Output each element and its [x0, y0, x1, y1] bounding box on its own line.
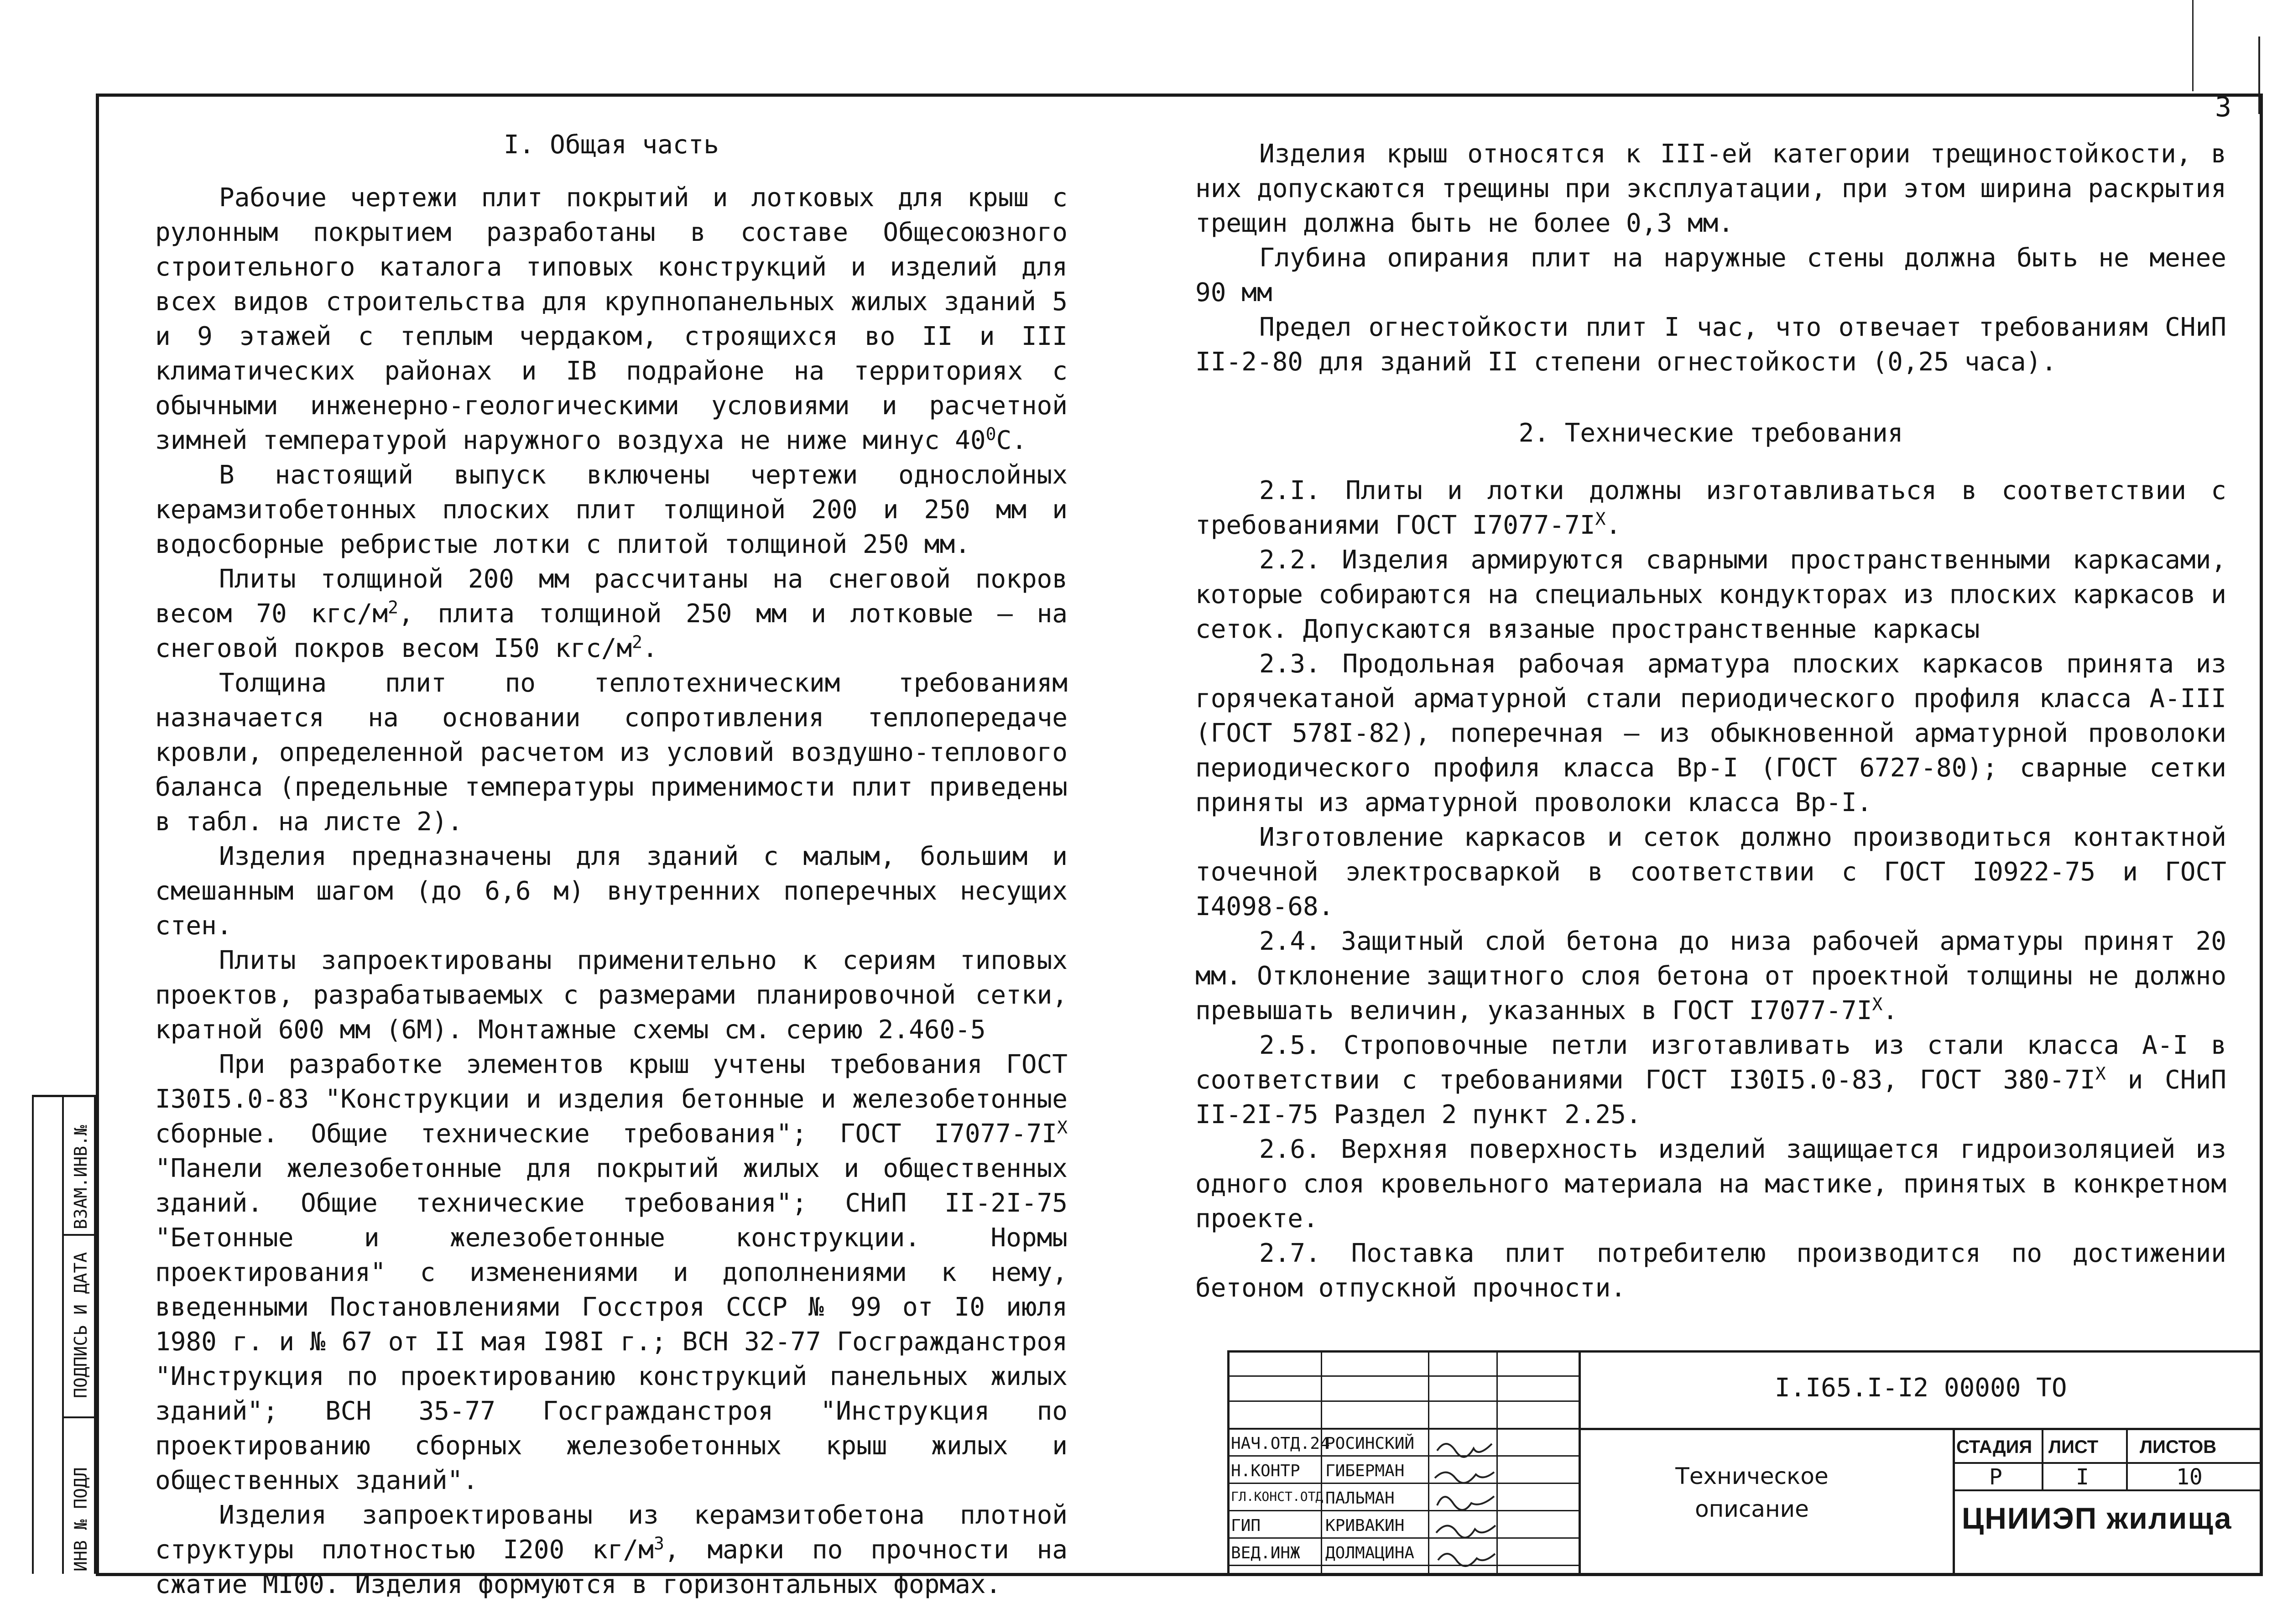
requirement-2-4: 2.4. Защитный слой бетона до низа рабочей арматуры принят 20 мм. Отклонение защитного слоя бетона от проектной толщины не должно превышать величин, указанных в ГОСТ $I7077-7I^X$.: [1195, 927, 2226, 1025]
staff-role: Н.КОНТР: [1231, 1462, 1300, 1480]
page-number: 3: [2215, 91, 2232, 123]
tb-line: [1496, 1350, 1498, 1576]
paragraph: Изделия запроектированы из керамзитобетона плотной структуры плотностью I200 $кг/м^3$, марки по прочности на сжатие MI00. Изделия формуются в горизонтальных формах.: [155, 1500, 1068, 1599]
side-stamp-divider: [64, 1416, 96, 1418]
tb-line: [1227, 1350, 2263, 1353]
tb-line: [1227, 1350, 1230, 1576]
staff-role: ГЛ.КОНСТ.ОТД: [1231, 1489, 1324, 1504]
staff-name: РОСИНСКИЙ: [1325, 1434, 1415, 1453]
document-title: Техническое описание: [1675, 1463, 1829, 1522]
right-column: [1195, 137, 2226, 1306]
tb-line: [1428, 1350, 1429, 1576]
tb-line: [1227, 1428, 1579, 1430]
requirement-2-2: 2.2. Изделия армируются сварными пространственными каркасами, которые собираются на специальных кондукторах из плоских каркасов и сеток. Допускаются вязаные пространственные каркасы: [1195, 545, 2226, 644]
sheets-value: 10: [2176, 1464, 2203, 1490]
tb-line: [1227, 1483, 1579, 1484]
section-heading-general: I. Общая часть: [503, 130, 719, 160]
paragraph: При разработке элементов крыш учтены требования ГОСТ I30I5.0-83 "Конструкции и изделия бетонные и железобетонные сборные. Общие технические требования"; ГОСТ $I7077-7I^X$ "Панели железобетонные для покрытий жилых и общественных зданий. Общие технические требования"; СНиП II-2I-75 "Бетонные и железобетонные конструкции. Нормы проектирования" с изменениями и дополнениями к нему, введенными Постановлениями Госстроя СССР № 99 от I0 июля 1980 г. и № 67 от II мая I98I г.; ВСН 32-77 Госгражданстроя "Инструкция по проектированию конструкций панельных жилых зданий"; ВСН 35-77 Госгражданстроя "Инструкция по проектированию сборных железобетонных крыш жилых и общественных зданий".: [155, 1050, 1068, 1495]
paragraph: Плиты запроектированы применительно к сериям типовых проектов, разрабатываемых с размерами планировочной сетки, кратной 600 мм (6М). Монтажные схемы см. серию 2.460-5: [155, 946, 1068, 1045]
staff-name: ДОЛМАЦИНА: [1325, 1544, 1415, 1562]
tb-line: [1227, 1375, 1579, 1377]
paragraph: Глубина опирания плит на наружные стены должна быть не менее 90 мм: [1195, 243, 2226, 307]
tb-line: [1953, 1462, 2263, 1464]
requirement-2-3b: Изготовление каркасов и сеток должно производиться контактной точечной электросваркой в соответствии с ГОСТ I0922-75 и ГОСТ I4098-68.: [1195, 822, 2226, 921]
organization-name: ЦНИИЭП жилища: [1962, 1501, 2232, 1535]
staff-role: НАЧ.ОТД.24: [1231, 1434, 1330, 1453]
tb-line: [1579, 1350, 1581, 1576]
tb-line: [1321, 1350, 1322, 1576]
paragraph: В настоящий выпуск включены чертежи однослойных керамзитобетонных плоских плит толщиной 200 и 250 мм и водосборные ребристые лотки с плитой толщиной 250 мм.: [155, 460, 1068, 559]
requirement-2-1: 2.I. Плиты и лотки должны изготавливаться в соответствии с требованиями ГОСТ $I7077-7I^X$.: [1195, 476, 2226, 540]
signature-marks: [1433, 1432, 1496, 1569]
tb-line: [2126, 1428, 2128, 1489]
staff-role: ВЕД.ИНЖ: [1231, 1544, 1300, 1562]
staff-name: ПАЛЬМАН: [1325, 1489, 1395, 1508]
section-heading-requirements: 2. Технические требования: [1518, 418, 1903, 448]
document-code: I.I65.I-I2 00000 ТО: [1775, 1373, 2067, 1403]
tb-line: [1227, 1510, 1579, 1511]
tb-line: [1227, 1537, 1579, 1539]
staff-name: ГИБЕРМАН: [1325, 1462, 1405, 1480]
paragraph: Предел огнестойкости плит I час, что отвечает требованиям СНиП II-2-80 для зданий II степени огнестойкости (0,25 часа).: [1195, 312, 2226, 377]
staff-role: ГИП: [1231, 1516, 1261, 1535]
paragraph: Рабочие чертежи плит покрытий и лотковых для крыш с рулонным покрытием разработаны в составе Общесоюзного строительного каталога типовых конструкций и изделий для всех видов строительства для крупнопанельных жилых зданий 5 и 9 этажей с теплым чердаком, строящихся во II и III климатических районах и IB подрайоне на территориях с обычными инженерно-геологическими условиями и расчетной зимней температурой наружного воздуха не ниже минус $40^0C$.: [155, 183, 1068, 455]
tb-line: [1227, 1400, 1579, 1402]
stage-value: Р: [1989, 1464, 2002, 1490]
stage-label: СТАДИЯ: [1956, 1437, 2032, 1457]
paragraph: Плиты толщиной 200 мм рассчитаны на снеговой покров весом 70 кгс/$м^2$, плита толщиной 250 мм и лотковые – на снеговой покров весом I50 кгс/$м^2$.: [155, 564, 1068, 663]
sheet-value: I: [2076, 1464, 2089, 1490]
paragraph: Изделия крыш относятся к III-ей категории трещиностойкости, в них допускаются трещины при эксплуатации, при этом ширина раскрытия трещин должна быть не более 0,3 мм.: [1195, 139, 2226, 238]
requirement-2-6: 2.6. Верхняя поверхность изделий защищается гидроизоляцией из одного слоя кровельного материала на мастике, принятых в конкретном проекте.: [1195, 1135, 2226, 1234]
side-stamp-col-1: [32, 1097, 64, 1574]
paragraph: Изделия предназначены для зданий с малым, большим и смешанным шагом (до 6,6 м) внутренних поперечных несущих стен.: [155, 842, 1068, 941]
side-stamp-divider: [64, 1234, 96, 1236]
sheet-label: ЛИСТ: [2048, 1437, 2099, 1457]
staff-name: КРИВАКИН: [1325, 1516, 1405, 1535]
requirement-2-3: 2.3. Продольная рабочая арматура плоских каркасов принята из горячекатаной арматурной стали периодического профиля класса А-III (ГОСТ 578I-82), поперечная – из обыкновенной арматурной проволоки периодического профиля класса Вр-I (ГОСТ 6727-80); сварные сетки приняты из арматурной проволоки класса Вр-I.: [1195, 649, 2226, 817]
tb-line: [2042, 1428, 2043, 1489]
paragraph: Толщина плит по теплотехническим требованиям назначается на основании сопротивления теплопередаче кровли, определенной расчетом из условий воздушно-теплового баланса (предельные температуры применимости плит приведены в табл. на листе 2).: [155, 668, 1068, 837]
title-block: [1227, 1350, 2263, 1576]
tb-line: [1227, 1565, 1579, 1566]
side-label-replace-inv: ВЗАМ.ИНВ.№: [71, 1125, 91, 1229]
side-stamp: [32, 1095, 96, 1574]
requirement-2-7: 2.7. Поставка плит потребителю производится по достижении бетоном отпускной прочности.: [1195, 1239, 2226, 1303]
tb-line: [1953, 1428, 1955, 1576]
tb-line: [1579, 1428, 2263, 1430]
left-column: [155, 128, 1068, 1602]
requirement-2-5: 2.5. Строповочные петли изготавливать из стали класса А-I в соответствии с требованиями ГОСТ I30I5.0-83, ГОСТ $380-7I^X$ и СНиП II-2I-75 Раздел 2 пункт 2.25.: [1195, 1031, 2226, 1130]
side-label-signature-date: ПОДПИСЬ И ДАТА: [71, 1252, 91, 1398]
tb-line: [1227, 1455, 1579, 1457]
sheets-label: ЛИСТОВ: [2140, 1437, 2217, 1457]
side-label-inv-original: ИНВ № ПОДЛ: [71, 1467, 91, 1572]
corner-tick: [2192, 0, 2194, 91]
